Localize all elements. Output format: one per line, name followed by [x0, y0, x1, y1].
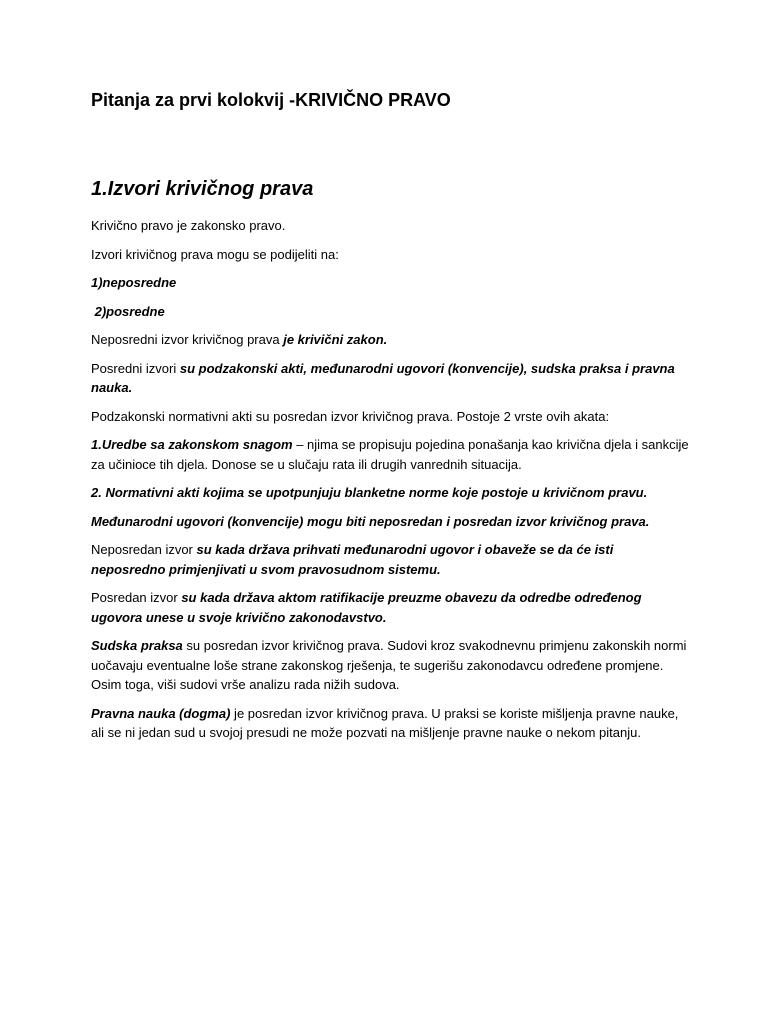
paragraph-decrees	[91, 435, 691, 474]
emphasis-text: Sudska praksa	[91, 638, 183, 653]
paragraph-direct-treaty	[91, 540, 691, 579]
paragraph-text: Neposredni izvor krivičnog prava	[91, 332, 284, 347]
paragraph-text: Neposredan izvor	[91, 542, 197, 557]
list-item-indirect: 2)posredne	[91, 303, 165, 319]
paragraph-1: Krivično pravo je zakonsko pravo.	[91, 218, 286, 233]
list-item-direct: 1)neposredne	[91, 275, 177, 290]
paragraph-indirect-treaty	[91, 588, 691, 627]
paragraph-text: Posredni izvori	[91, 360, 180, 376]
emphasis-text: su kada država prihvati međunarodni ugovor i obaveže se da će isti neposredno primjenjivati u svom pravosudnom sistemu.	[91, 542, 614, 577]
document-content	[91, 88, 691, 752]
paragraph-text: Posredan izvor	[91, 590, 182, 605]
paragraph-direct-source	[91, 330, 691, 350]
paragraph-case-law	[91, 636, 691, 695]
document-title: Pitanja za prvi kolokvij -KRIVIČNO PRAVO	[91, 90, 451, 110]
paragraph-text: su posredan izvor krivičnog prava. Sudovi kroz svakodnevnu primjenu zakonskih normi uočavaju eventualne loše strane zakonskog rješenja, te sugerišu zakonodavcu određene promjene. Osim toga, viši sudovi vrše analizu rada nižih sudova.	[91, 638, 687, 692]
emphasis-text: su podzakonski akti, međunarodni ugovori (konvencije), sudska praksa i pravna nauka.	[91, 360, 675, 395]
paragraph-indirect-sources	[91, 359, 691, 398]
emphasis-text: su kada država aktom ratifikacije preuzme obavezu da odredbe određenog ugovora unese u svoje krivično zakonodavstvo.	[91, 590, 642, 625]
paragraph-text: – njima se propisuju pojedina ponašanja kao krivična djela i sankcije za učinioce tih djela. Donose se u slučaju rata ili drugih vanrednih situacija.	[91, 437, 689, 472]
paragraph-2: Izvori krivičnog prava mogu se podijeliti na:	[91, 246, 339, 262]
paragraph-normative-acts: 2. Normativni akti kojima se upotpunjuju blanketne norme koje postoje u krivičnom pravu.	[91, 485, 648, 500]
emphasis-text: Pravna nauka (dogma)	[91, 705, 231, 721]
paragraph-bylaws: Podzakonski normativni akti su posredan izvor krivičnog prava. Postoje 2 vrste ovih akata:	[91, 408, 610, 424]
paragraph-text: je posredan izvor krivičnog prava. U praksi se koriste mišljenja pravne nauke, ali se ni jedan sud u svojoj presudi ne može pozvati na mišljenje pravne nauke o nekom pitanju.	[91, 705, 679, 740]
section-title: 1.Izvori krivičnog prava	[91, 178, 314, 200]
paragraph-international-treaties: Međunarodni ugovori (konvencije) mogu biti neposredan i posredan izvor krivičnog prava.	[91, 513, 650, 529]
paragraph-legal-doctrine	[91, 704, 691, 743]
emphasis-text: 1.Uredbe sa zakonskom snagom	[91, 437, 293, 452]
emphasis-text: je krivični zakon.	[283, 332, 388, 347]
